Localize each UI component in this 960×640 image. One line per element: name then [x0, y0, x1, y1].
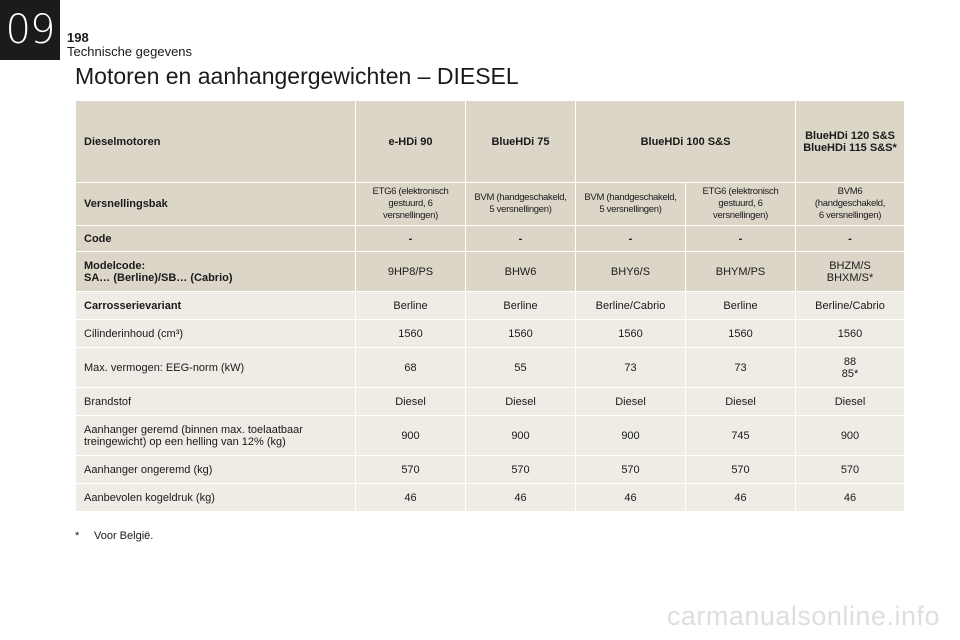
capacity-cell: 1560 — [576, 320, 686, 348]
body-cell: Berline — [356, 292, 466, 320]
gearbox-line: gestuurd, 6 versnellingen) — [713, 198, 768, 221]
engine-cell: e-HDi 90 — [356, 101, 466, 183]
engine-spec-table — [75, 100, 905, 512]
code-row — [76, 226, 905, 252]
gearbox-line: 5 versnellingen) — [489, 204, 552, 215]
braked-trailer-label — [76, 416, 356, 456]
fuel-cell: Diesel — [356, 388, 466, 416]
footnote — [75, 530, 153, 542]
code-cell: - — [576, 226, 686, 252]
engine-line: BlueHDi 120 S&S — [805, 129, 895, 142]
unbraked-cell: 570 — [356, 456, 466, 484]
power-label: Max. vermogen: EEG-norm (kW) — [76, 348, 356, 388]
code-cell: - — [796, 226, 905, 252]
engine-cell: BlueHDi 75 — [466, 101, 576, 183]
code-cell: - — [356, 226, 466, 252]
fuel-cell: Diesel — [796, 388, 905, 416]
code-label: Code — [76, 226, 356, 252]
capacity-label: Cilinderinhoud (cm³) — [76, 320, 356, 348]
capacity-cell: 1560 — [796, 320, 905, 348]
gearbox-cell — [686, 183, 796, 226]
code-cell: - — [686, 226, 796, 252]
engine-cell — [796, 101, 905, 183]
nose-weight-row — [76, 484, 905, 512]
gearbox-cell — [356, 183, 466, 226]
engine-line: BlueHDi 115 S&S* — [803, 141, 897, 154]
body-cell: Berline — [466, 292, 576, 320]
power-row — [76, 348, 905, 388]
capacity-row — [76, 320, 905, 348]
fuel-row — [76, 388, 905, 416]
nose-weight-cell: 46 — [576, 484, 686, 512]
unbraked-cell: 570 — [576, 456, 686, 484]
gearbox-cell — [576, 183, 686, 226]
capacity-cell: 1560 — [356, 320, 466, 348]
braked-cell: 900 — [466, 416, 576, 456]
body-cell: Berline/Cabrio — [576, 292, 686, 320]
page-number: 198 — [67, 30, 89, 45]
unbraked-cell: 570 — [796, 456, 905, 484]
footnote-marker: * — [75, 530, 80, 542]
model-code-cell: 9HP8/PS — [356, 252, 466, 292]
power-cell: 73 — [686, 348, 796, 388]
body-cell: Berline — [686, 292, 796, 320]
gearbox-line: BVM6 (handgeschakeld, — [814, 186, 886, 209]
footnote-text: Voor België. — [94, 530, 154, 542]
power-cell: 68 — [356, 348, 466, 388]
body-label: Carrosserievariant — [76, 292, 356, 320]
nose-weight-cell: 46 — [356, 484, 466, 512]
gearbox-line: gestuurd, 6 versnellingen) — [383, 198, 438, 221]
braked-label-line: treingewicht) op een helling van 12% (kg) — [84, 435, 286, 448]
gearbox-cell — [796, 183, 905, 226]
unbraked-cell: 570 — [466, 456, 576, 484]
code-cell: - — [466, 226, 576, 252]
unbraked-trailer-label: Aanhanger ongeremd (kg) — [76, 456, 356, 484]
fuel-cell: Diesel — [576, 388, 686, 416]
engines-label: Dieselmotoren — [76, 101, 356, 183]
gearbox-cell — [466, 183, 576, 226]
braked-cell: 900 — [356, 416, 466, 456]
power-cell — [796, 348, 905, 388]
page-title: Motoren en aanhangergewichten – DIESEL — [75, 63, 519, 89]
model-line: BHXM/S* — [826, 271, 874, 284]
body-cell: Berline/Cabrio — [796, 292, 905, 320]
gearbox-line: ETG6 (elektronisch — [702, 186, 779, 197]
body-row — [76, 292, 905, 320]
model-label-line: SA… (Berline)/SB… (Cabrio) — [84, 271, 233, 284]
capacity-cell: 1560 — [466, 320, 576, 348]
gearbox-line: BVM (handgeschakeld, — [474, 192, 567, 203]
gearbox-line: ETG6 (elektronisch — [372, 186, 449, 197]
engines-row — [76, 101, 905, 183]
gearbox-line: 6 versnellingen) — [818, 210, 882, 221]
model-line: BHZM/S — [829, 259, 871, 272]
model-code-label — [76, 252, 356, 292]
power-cell: 73 — [576, 348, 686, 388]
model-label-line: Modelcode: — [84, 259, 146, 272]
fuel-cell: Diesel — [686, 388, 796, 416]
braked-trailer-row — [76, 416, 905, 456]
gearbox-line: BVM (handgeschakeld, — [584, 192, 677, 203]
gearbox-row — [76, 183, 905, 226]
fuel-cell: Diesel — [466, 388, 576, 416]
braked-label-line: Aanhanger geremd (binnen max. toelaatbaar — [84, 423, 303, 436]
chapter-number: 09 — [0, 0, 60, 60]
braked-cell: 900 — [576, 416, 686, 456]
nose-weight-cell: 46 — [466, 484, 576, 512]
gearbox-label: Versnellingsbak — [76, 183, 356, 226]
engine-cell: BlueHDi 100 S&S — [576, 101, 796, 183]
power-line: 88 — [843, 355, 857, 368]
nose-weight-label: Aanbevolen kogeldruk (kg) — [76, 484, 356, 512]
gearbox-line: 5 versnellingen) — [599, 204, 662, 215]
power-cell: 55 — [466, 348, 576, 388]
section-title: Technische gegevens — [67, 44, 193, 59]
unbraked-cell: 570 — [686, 456, 796, 484]
fuel-label: Brandstof — [76, 388, 356, 416]
model-code-cell — [796, 252, 905, 292]
power-line: 85* — [841, 367, 859, 380]
watermark: carmanualsonline.info — [666, 601, 940, 631]
nose-weight-cell: 46 — [796, 484, 905, 512]
braked-cell: 745 — [686, 416, 796, 456]
model-code-row — [76, 252, 905, 292]
model-code-cell: BHY6/S — [576, 252, 686, 292]
capacity-cell: 1560 — [686, 320, 796, 348]
nose-weight-cell: 46 — [686, 484, 796, 512]
model-code-cell: BHYM/PS — [686, 252, 796, 292]
braked-cell: 900 — [796, 416, 905, 456]
unbraked-trailer-row — [76, 456, 905, 484]
model-code-cell: BHW6 — [466, 252, 576, 292]
